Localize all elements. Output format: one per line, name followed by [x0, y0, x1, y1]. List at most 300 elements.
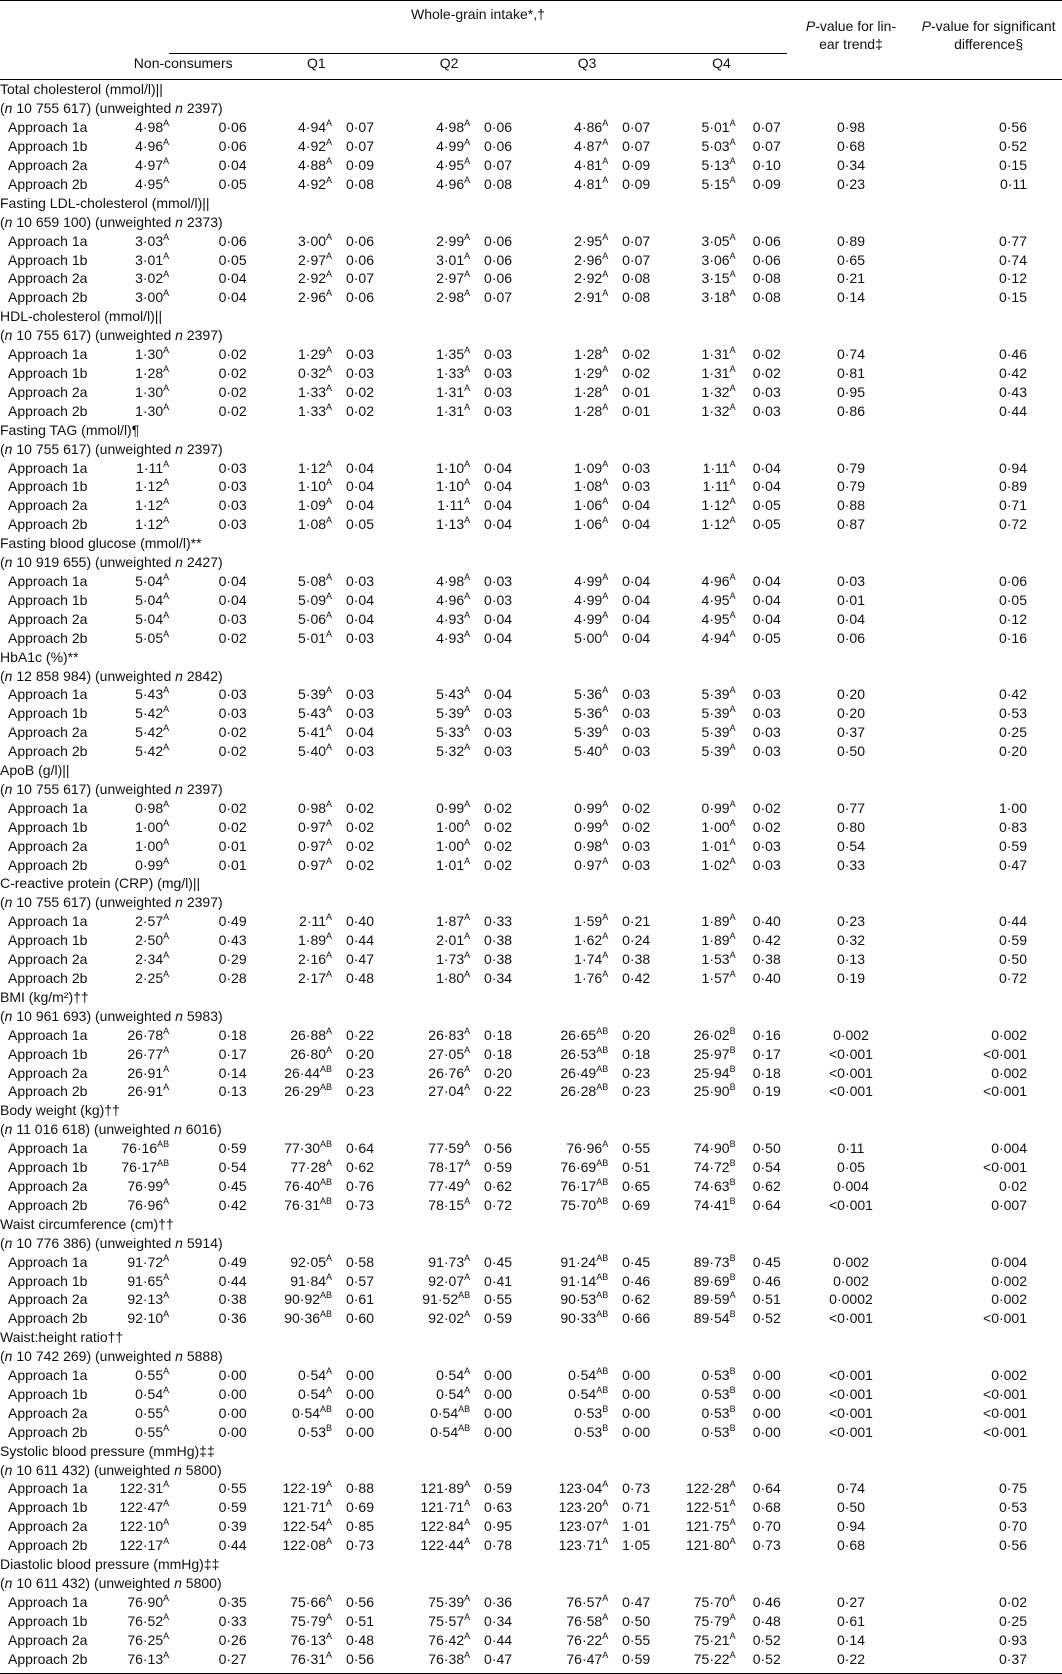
- significance-letter: A: [464, 931, 471, 942]
- se-value: 0·00: [484, 1423, 513, 1440]
- mean-number: 0·97: [298, 818, 327, 835]
- table-row: [0, 1082, 1062, 1101]
- row-label-cell: [0, 704, 169, 723]
- significance-letter: A: [729, 156, 736, 167]
- significance-letter: A: [602, 798, 609, 809]
- mean-number: 4·94: [701, 629, 730, 646]
- mean-number: 4·99: [574, 572, 603, 589]
- significance-letter: A: [729, 1630, 736, 1641]
- se-value: 0·03: [345, 572, 374, 589]
- mean-value: [253, 742, 335, 761]
- mean-value: [656, 1404, 738, 1423]
- mean-number: 1·00: [701, 818, 730, 835]
- p-sig-value: 0·37: [998, 1650, 1027, 1667]
- significance-letter: A: [163, 345, 170, 356]
- p-sig-value: 0·02: [998, 1593, 1027, 1610]
- p-trend-value: 0·32: [836, 932, 865, 949]
- mean-value: [518, 742, 611, 761]
- significance-letter: A: [326, 1536, 333, 1547]
- section-title-row: [0, 534, 1062, 553]
- table-row: [0, 1064, 1062, 1083]
- se-value: 0·04: [622, 497, 651, 514]
- significance-letter: AB: [596, 1025, 609, 1036]
- significance-letter: A: [326, 685, 333, 696]
- significance-letter: A: [163, 1082, 170, 1093]
- mean-number: 3·18: [701, 289, 730, 306]
- mean-value: [656, 1423, 738, 1442]
- mean-value: [656, 156, 738, 175]
- mean-number: 76·13: [127, 1650, 164, 1667]
- mean-value: [253, 175, 335, 194]
- mean-value: [127, 1253, 169, 1272]
- se-value: 0·00: [752, 1404, 781, 1421]
- section-title-row: [0, 80, 1062, 99]
- significance-letter: B: [729, 1403, 736, 1414]
- mean-value: [656, 1196, 738, 1215]
- se-value: 0·36: [484, 1593, 513, 1610]
- mean-value: [380, 1631, 473, 1650]
- table-row: [0, 232, 1062, 251]
- section-title-row: [0, 1328, 1062, 1347]
- se-value: 0·49: [218, 913, 247, 930]
- mean-number: 4·96: [701, 572, 730, 589]
- significance-letter: A: [729, 1517, 736, 1528]
- p-trend-line2: ear trend‡: [819, 36, 883, 52]
- significance-letter: A: [602, 1139, 609, 1150]
- mean-number: 123·20: [558, 1499, 603, 1516]
- mean-number: 4·95: [701, 610, 730, 627]
- mean-number: 0·54: [436, 1367, 465, 1384]
- significance-letter: A: [326, 931, 333, 942]
- se-value: 0·23: [345, 1064, 374, 1081]
- mean-value: [518, 137, 611, 156]
- significance-letter: A: [326, 590, 333, 601]
- mean-value: [135, 931, 169, 950]
- mean-number: 0·98: [135, 799, 164, 816]
- significance-letter: AB: [320, 1082, 333, 1093]
- mean-number: 1·12: [701, 516, 730, 533]
- mean-value: [518, 1536, 611, 1555]
- p-sig-value: 0·12: [998, 270, 1027, 287]
- mean-number: 78·15: [428, 1196, 465, 1213]
- mean-value: [380, 175, 473, 194]
- se-value: 0·46: [752, 1272, 781, 1289]
- table-row: [0, 912, 1062, 931]
- header-row-1: [0, 1, 1062, 51]
- p-trend-value: 0·002: [833, 1253, 869, 1270]
- se-value: 0·23: [622, 1083, 651, 1100]
- mean-number: 2·91: [574, 289, 603, 306]
- p-trend-value: <0·001: [828, 1385, 873, 1402]
- se-value: 0·03: [622, 478, 651, 495]
- row-label: Approach 1a: [8, 1480, 88, 1497]
- section-title-row: [0, 988, 1062, 1007]
- mean-value: [253, 232, 335, 251]
- significance-letter: A: [163, 1025, 170, 1036]
- significance-letter: A: [163, 798, 170, 809]
- p-sig-value: 0·59: [998, 837, 1027, 854]
- se-value: 0·19: [752, 1083, 781, 1100]
- mean-value: [518, 1158, 611, 1177]
- mean-value: [518, 969, 611, 988]
- mean-number: 0·98: [574, 837, 603, 854]
- mean-value: [135, 137, 169, 156]
- row-label-cell: [0, 837, 169, 856]
- significance-letter: A: [326, 174, 333, 185]
- significance-letter: A: [602, 1630, 609, 1641]
- mean-value: [656, 837, 738, 856]
- mean-value: [380, 837, 473, 856]
- significance-letter: A: [602, 609, 609, 620]
- mean-number: 25·90: [693, 1083, 730, 1100]
- significance-letter: A: [729, 174, 736, 185]
- mean-number: 5·39: [436, 705, 465, 722]
- mean-value: [518, 477, 611, 496]
- mean-value: [518, 1290, 611, 1309]
- row-label: Approach 2b: [8, 970, 88, 986]
- row-label: Approach 1b: [8, 1272, 88, 1289]
- se-value: 0·18: [484, 1026, 513, 1043]
- p-trend-value: 0·03: [836, 572, 865, 589]
- significance-letter: A: [464, 1479, 471, 1490]
- se-value: 0·00: [345, 1404, 374, 1421]
- se-value: 0·02: [218, 383, 247, 400]
- se-value: 0·08: [622, 289, 651, 306]
- mean-value: [380, 931, 473, 950]
- mean-number: 75·79: [693, 1612, 730, 1629]
- mean-value: [656, 1139, 738, 1158]
- table-row: [0, 1290, 1062, 1309]
- mean-value: [380, 251, 473, 270]
- significance-letter: B: [729, 1422, 736, 1433]
- p-trend-value: <0·001: [828, 1423, 873, 1440]
- mean-value: [253, 251, 335, 270]
- row-label-cell: [0, 723, 169, 742]
- mean-number: 77·30: [284, 1140, 321, 1157]
- mean-value: [253, 1253, 335, 1272]
- section-title: ApoB (g/l)||: [0, 762, 70, 779]
- se-value: 0·03: [752, 743, 781, 760]
- row-label: Approach 1a: [8, 572, 88, 589]
- row-label: Approach 2b: [8, 1083, 88, 1100]
- row-label: Approach 2b: [8, 743, 88, 760]
- mean-number: 0·55: [135, 1404, 164, 1421]
- significance-letter: A: [464, 1082, 471, 1093]
- mean-number: 5·09: [298, 591, 327, 608]
- mean-number: 4·98: [436, 119, 465, 136]
- significance-letter: A: [729, 1498, 736, 1509]
- significance-letter: A: [163, 1592, 170, 1603]
- mean-value: [127, 1272, 169, 1291]
- se-value: 0·69: [345, 1499, 374, 1516]
- mean-number: 5·01: [701, 119, 730, 136]
- row-label-cell: [0, 364, 169, 383]
- row-label: Approach 1a: [8, 459, 88, 476]
- mean-value: [518, 364, 611, 383]
- mean-number: 5·13: [701, 157, 730, 174]
- se-value: 0·06: [484, 119, 513, 136]
- p-trend-value: 0·74: [836, 346, 865, 363]
- table-row: [0, 969, 1062, 988]
- se-value: 0·39: [218, 1518, 247, 1535]
- mean-value: [656, 1498, 738, 1517]
- se-value: 0·43: [218, 932, 247, 949]
- significance-letter: A: [464, 1649, 471, 1660]
- se-value: 0·48: [345, 1631, 374, 1648]
- mean-number: 1·87: [436, 913, 465, 930]
- mean-value: [253, 1612, 335, 1631]
- significance-letter: A: [163, 950, 170, 961]
- se-value: 0·44: [218, 1272, 247, 1289]
- se-value: 0·02: [345, 856, 374, 873]
- se-value: 0·63: [484, 1499, 513, 1516]
- mean-value: [518, 383, 611, 402]
- section-n-row: [0, 1347, 1062, 1366]
- significance-letter: A: [602, 855, 609, 866]
- significance-letter: A: [464, 1025, 471, 1036]
- se-value: 0·76: [345, 1177, 374, 1194]
- row-label-cell: [0, 1479, 169, 1498]
- mean-value: [380, 137, 473, 156]
- p-trend-value: 0·65: [836, 251, 865, 268]
- row-label: Approach 1a: [8, 913, 88, 930]
- section-title-row: [0, 874, 1062, 893]
- se-value: 0·09: [622, 175, 651, 192]
- significance-letter: A: [326, 118, 333, 129]
- significance-letter: A: [464, 950, 471, 961]
- row-label: Approach 2b: [8, 856, 88, 873]
- mean-value: [253, 1593, 335, 1612]
- mean-value: [135, 175, 169, 194]
- mean-value: [253, 345, 335, 364]
- significance-letter: A: [163, 288, 170, 299]
- mean-number: 26·02: [693, 1026, 730, 1043]
- mean-value: [380, 1385, 473, 1404]
- mean-value: [656, 1631, 738, 1650]
- se-value: 0·73: [345, 1537, 374, 1554]
- mean-number: 4·97: [135, 157, 164, 174]
- mean-value: [127, 1082, 169, 1101]
- mean-value: [656, 912, 738, 931]
- significance-letter: A: [326, 401, 333, 412]
- mean-number: 0·54: [430, 1423, 459, 1440]
- se-value: 0·54: [752, 1159, 781, 1176]
- mean-value: [518, 856, 611, 875]
- section-title: BMI (kg/m²)††: [0, 988, 89, 1005]
- mean-number: 1·09: [574, 459, 603, 476]
- se-value: 0·04: [484, 478, 513, 495]
- mean-number: 2·97: [436, 270, 465, 287]
- significance-letter: A: [464, 458, 471, 469]
- mean-number: 3·01: [436, 251, 465, 268]
- se-value: 0·04: [622, 629, 651, 646]
- row-label-cell: [0, 1082, 169, 1101]
- mean-value: [253, 515, 335, 534]
- se-value: 0·02: [484, 799, 513, 816]
- mean-value: [656, 477, 738, 496]
- mean-number: 5·01: [298, 629, 327, 646]
- mean-value: [253, 799, 335, 818]
- significance-letter: A: [326, 231, 333, 242]
- section-n-row: [0, 893, 1062, 912]
- section-title: Systolic blood pressure (mmHg)‡‡: [0, 1442, 215, 1459]
- section-sample-size: (n 10 755 617) (unweighted n 2397): [0, 780, 223, 797]
- se-value: 0·05: [345, 516, 374, 533]
- table-row: [0, 1404, 1062, 1423]
- mean-value: [380, 402, 473, 421]
- se-value: 0·20: [484, 1064, 513, 1081]
- mean-number: 4·99: [436, 138, 465, 155]
- row-label-cell: [0, 1536, 169, 1555]
- significance-letter: B: [602, 1422, 609, 1433]
- mean-value: [253, 1139, 335, 1158]
- p-trend-value: 0·86: [836, 402, 865, 419]
- significance-letter: B: [729, 1252, 736, 1263]
- section-title-row: [0, 761, 1062, 780]
- section-n-row: [0, 1120, 1062, 1139]
- section-title: HDL-cholesterol (mmol/l)||: [0, 308, 163, 325]
- row-label-cell: [0, 1593, 169, 1612]
- significance-letter: A: [464, 836, 471, 847]
- mean-number: 5·04: [135, 591, 164, 608]
- mean-number: 78·17: [428, 1159, 465, 1176]
- significance-letter: A: [464, 1044, 471, 1055]
- mean-number: 0·54: [135, 1385, 164, 1402]
- mean-number: 75·39: [428, 1593, 465, 1610]
- mean-value: [253, 837, 335, 856]
- se-value: 0·02: [218, 818, 247, 835]
- significance-letter: A: [464, 1195, 471, 1206]
- mean-value: [135, 629, 169, 648]
- significance-letter: A: [464, 1498, 471, 1509]
- significance-letter: A: [464, 231, 471, 242]
- significance-letter: A: [163, 1384, 170, 1395]
- mean-value: [656, 269, 738, 288]
- se-value: 0·52: [752, 1631, 781, 1648]
- significance-letter: A: [326, 969, 333, 979]
- se-value: 0·46: [752, 1593, 781, 1610]
- mean-value: [253, 818, 335, 837]
- significance-letter: AB: [157, 1158, 170, 1169]
- mean-number: 1·08: [574, 478, 603, 495]
- se-value: 0·40: [752, 970, 781, 986]
- significance-letter: A: [163, 1195, 170, 1206]
- row-label: Approach 2a: [8, 383, 88, 400]
- mean-value: [656, 496, 738, 515]
- mean-value: [518, 931, 611, 950]
- mean-number: 121·89: [420, 1480, 465, 1497]
- mean-number: 122·44: [420, 1537, 465, 1554]
- mean-number: 5·05: [135, 629, 164, 646]
- row-label-cell: [0, 232, 169, 251]
- se-value: 0·04: [345, 478, 374, 495]
- mean-number: 1·29: [574, 365, 603, 381]
- row-label-cell: [0, 477, 169, 496]
- mean-value: [253, 1517, 335, 1536]
- mean-value: [380, 364, 473, 383]
- se-value: 0·18: [752, 1064, 781, 1081]
- mean-number: 26·65: [560, 1026, 597, 1043]
- mean-number: 89·73: [693, 1253, 730, 1270]
- row-label-cell: [0, 251, 169, 270]
- se-value: 0·56: [345, 1650, 374, 1667]
- mean-number: 0·54: [430, 1404, 459, 1421]
- row-label-cell: [0, 610, 169, 629]
- mean-number: 4·93: [436, 629, 465, 646]
- row-label-cell: [0, 1385, 169, 1404]
- se-value: 0·04: [218, 289, 247, 306]
- mean-number: 74·90: [693, 1140, 730, 1157]
- mean-number: 1·09: [298, 497, 327, 514]
- mean-number: 0·99: [574, 818, 603, 835]
- mean-number: 2·95: [574, 232, 603, 249]
- significance-letter: A: [729, 950, 736, 961]
- mean-value: [135, 837, 169, 856]
- mean-number: 77·59: [428, 1140, 465, 1157]
- mean-value: [518, 1272, 611, 1291]
- significance-letter: A: [163, 382, 170, 393]
- row-label: Approach 2a: [8, 724, 88, 741]
- significance-letter: A: [326, 1649, 333, 1660]
- se-value: 0·00: [622, 1367, 651, 1384]
- significance-letter: A: [602, 137, 609, 148]
- mean-value: [518, 175, 611, 194]
- significance-letter: A: [464, 590, 471, 601]
- mean-number: 123·71: [558, 1537, 603, 1554]
- mean-number: 26·28: [560, 1083, 597, 1100]
- mean-value: [518, 837, 611, 856]
- mean-value: [127, 1631, 169, 1650]
- p-sig-value: <0·001: [983, 1310, 1027, 1327]
- significance-letter: A: [163, 269, 170, 280]
- mean-number: 4·94: [298, 119, 327, 136]
- mean-value: [253, 950, 335, 969]
- table-row: [0, 629, 1062, 648]
- mean-value: [135, 704, 169, 723]
- table-row: [0, 1196, 1062, 1215]
- table-row: [0, 1593, 1062, 1612]
- se-value: 0·08: [622, 270, 651, 287]
- p-trend-header: [787, 1, 915, 53]
- se-value: 0·56: [484, 1140, 513, 1157]
- significance-letter: A: [602, 156, 609, 167]
- significance-letter: B: [729, 1139, 736, 1150]
- significance-letter: A: [464, 685, 471, 696]
- mean-number: 4·95: [135, 175, 164, 192]
- row-label: Approach 2a: [8, 1177, 88, 1194]
- mean-number: 122·17: [119, 1537, 164, 1554]
- mean-value: [120, 1498, 170, 1517]
- mean-number: 0·99: [701, 799, 730, 816]
- se-value: 0·03: [622, 837, 651, 854]
- section-n-row: [0, 1574, 1062, 1593]
- mean-value: [253, 402, 335, 421]
- significance-letter: AB: [596, 1271, 609, 1282]
- se-value: 0·03: [484, 705, 513, 722]
- mean-value: [380, 969, 473, 988]
- mean-value: [380, 477, 473, 496]
- mean-number: 1·06: [574, 497, 603, 514]
- se-value: 0·47: [345, 951, 374, 968]
- significance-letter: A: [729, 590, 736, 601]
- se-value: 0·04: [752, 591, 781, 608]
- se-value: 0·09: [345, 157, 374, 174]
- p-sig-value: 0·05: [998, 591, 1027, 608]
- se-value: 0·04: [345, 610, 374, 627]
- mean-number: 122·28: [685, 1480, 730, 1497]
- mean-number: 0·97: [298, 837, 327, 854]
- se-value: 0·62: [484, 1177, 513, 1194]
